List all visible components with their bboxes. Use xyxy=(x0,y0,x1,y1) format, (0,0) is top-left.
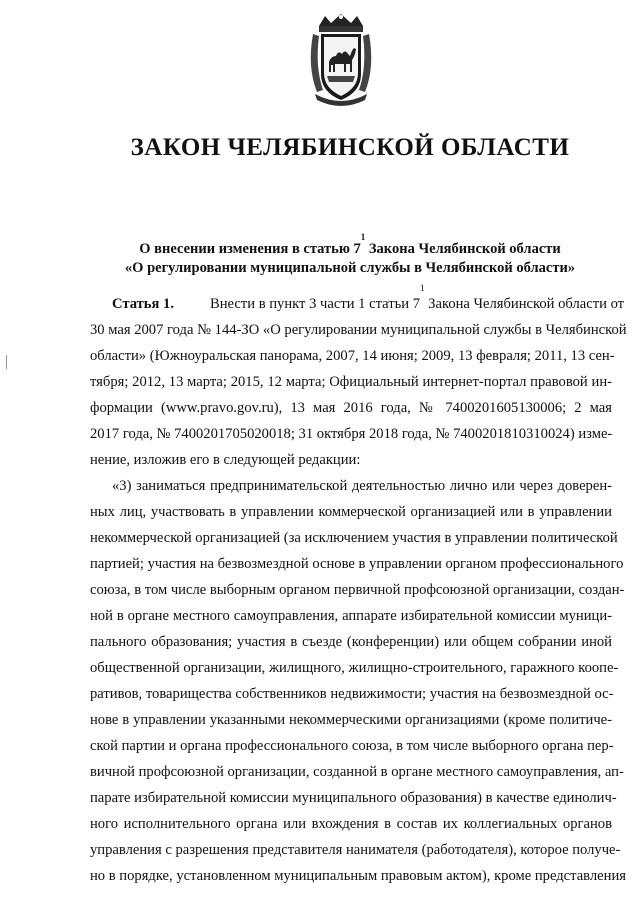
body-line: нове в управлении указанными некоммерческими организациями (кроме политиче- xyxy=(90,712,612,728)
body-line xyxy=(90,283,625,317)
body-line: ской партии и органа профессионального союза, в том числе выборного органа пер- xyxy=(90,738,614,754)
margin-mark xyxy=(6,355,7,369)
body-text: Закона Челябинской области от xyxy=(424,296,625,312)
body-line: ного исполнительного органа или вхождения в состав их коллегиальных органов xyxy=(90,816,612,832)
body-line: управления с разрешения представителя нанимателя (работодателя), которое получе- xyxy=(90,842,621,858)
body-text: Внести в пункт 3 части 1 статьи 7 xyxy=(210,296,421,312)
body-line: ных лиц, участвовать в управлении коммерческой организацией или в управлении xyxy=(90,504,612,520)
body-line: формации (www.pravo.gov.ru), 13 мая 2016 года, № 7400201605130006; 2 мая xyxy=(90,400,612,416)
body-line: ной в органе местного самоуправления, аппарате избирательной комиссии муници- xyxy=(90,608,612,624)
body-line: парате избирательной комиссии муниципального образования) в качестве единолич- xyxy=(90,790,617,806)
body-line: области» (Южноуральская панорама, 2007, 14 июня; 2009, 13 февраля; 2011, 13 сен- xyxy=(90,348,615,364)
body-line: союза, в том числе выборным органом первичной профсоюзной организации, создан- xyxy=(90,582,625,598)
body-line: 2017 года, № 7400201705020018; 31 октября 2018 года, № 7400201810310024) изме- xyxy=(90,426,613,442)
body-line: ративов, товарищества собственников недвижимости; участия на безвозмездной ос- xyxy=(90,686,614,702)
body-line: партией; участия на безвозмездной основе в управлении органом профессионального xyxy=(90,556,624,572)
subtitle-line-2: «О регулировании муниципальной службы в Челябинской области» xyxy=(124,260,576,276)
subtitle-line-1 xyxy=(60,232,640,259)
article-superscript: 1 xyxy=(420,283,425,293)
document-subtitle xyxy=(60,232,640,278)
body-line: некоммерческой организацией (за исключением участия в управлении политической xyxy=(90,530,618,546)
body-line: «3) заниматься предпринимательской деятельностью лично или через доверен- xyxy=(112,478,612,494)
coat-of-arms-icon xyxy=(305,12,377,106)
article-body xyxy=(90,283,627,889)
subtitle-text: Закона Челябинской области xyxy=(365,241,561,257)
subtitle-superscript: 1 xyxy=(360,232,366,242)
body-line: общественной организации, жилищного, жилищно-строительного, гаражного коопе- xyxy=(90,660,619,676)
body-line: вичной профсоюзной организации, созданной в органе местного самоуправления, ап- xyxy=(90,764,624,780)
document-title: ЗАКОН ЧЕЛЯБИНСКОЙ ОБЛАСТИ xyxy=(130,134,570,161)
subtitle-text: О внесении изменения в статью 7 xyxy=(139,241,361,257)
body-line: 30 мая 2007 года № 144-ЗО «О регулировании муниципальной службы в Челябинской xyxy=(90,322,627,338)
body-line: нение, изложив его в следующей редакции: xyxy=(90,452,361,468)
article-label: Статья 1. xyxy=(112,296,174,312)
body-line: но в порядке, установленном муниципальным правовым актом), кроме представления xyxy=(90,868,626,884)
body-line: пального образования; участия в съезде (конференции) или общем собрании иной xyxy=(90,634,612,650)
body-line: тября; 2012, 13 марта; 2015, 12 марта; Официальный интернет-портал правовой ин- xyxy=(90,374,612,390)
